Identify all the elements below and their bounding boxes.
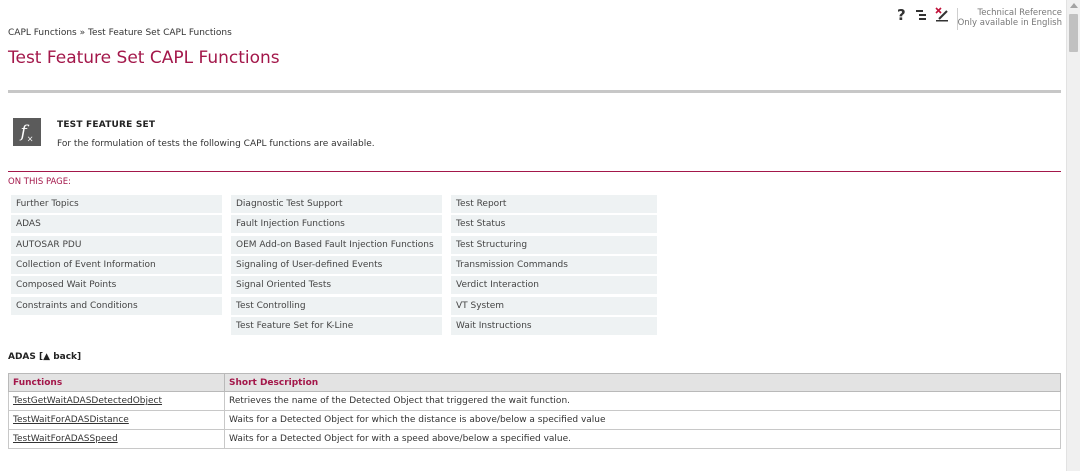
intro-divider	[8, 171, 1061, 172]
function-cell	[9, 411, 225, 430]
on-this-page-link[interactable]: Test Feature Set for K-Line	[231, 317, 442, 335]
on-this-page-link[interactable]: Composed Wait Points	[11, 276, 222, 294]
function-link[interactable]: TestWaitForADASDistance	[13, 415, 129, 425]
table-header-short-description: Short Description	[225, 374, 1061, 392]
table-row	[9, 411, 1061, 430]
on-this-page-link[interactable]: Test Report	[451, 195, 657, 213]
on-this-page-link[interactable]: Diagnostic Test Support	[231, 195, 442, 213]
description-cell: Waits for a Detected Object for with a speed above/below a specified value.	[225, 430, 1061, 449]
on-this-page-link[interactable]: Verdict Interaction	[451, 276, 657, 294]
on-this-page-link[interactable]: Test Controlling	[231, 297, 442, 315]
back-link[interactable]: [▲ back]	[39, 352, 82, 362]
on-this-page-link[interactable]: Fault Injection Functions	[231, 215, 442, 233]
page-title: Test Feature Set CAPL Functions	[8, 48, 280, 68]
intro-heading: TEST FEATURE SET	[57, 120, 156, 130]
title-divider	[8, 90, 1061, 93]
on-this-page-link[interactable]: AUTOSAR PDU	[11, 236, 222, 254]
fx-function-icon: $f_\times$	[13, 118, 41, 146]
on-this-page-link[interactable]: Test Status	[451, 215, 657, 233]
intro-text: For the formulation of tests the following CAPL functions are available.	[57, 139, 375, 149]
tree-icon[interactable]	[916, 8, 928, 25]
vertical-scrollbar[interactable]	[1066, 0, 1080, 471]
description-cell: Waits for a Detected Object for which the distance is above/below a specified value	[225, 411, 1061, 430]
breadcrumb-current: Test Feature Set CAPL Functions	[87, 28, 232, 38]
breadcrumb	[8, 28, 232, 38]
on-this-page-link[interactable]: Constraints and Conditions	[11, 297, 222, 315]
table-row	[9, 392, 1061, 411]
on-this-page-link[interactable]: Signaling of User-defined Events	[231, 256, 442, 274]
function-cell	[9, 430, 225, 449]
on-this-page-link[interactable]: Transmission Commands	[451, 256, 657, 274]
description-cell: Retrieves the name of the Detected Object that triggered the wait function.	[225, 392, 1061, 411]
on-this-page-link[interactable]: ADAS	[11, 215, 222, 233]
function-link[interactable]: TestWaitForADASSpeed	[13, 434, 118, 444]
on-this-page-link[interactable]: VT System	[451, 297, 657, 315]
table-header-row	[9, 374, 1061, 392]
on-this-page-link[interactable]: Wait Instructions	[451, 317, 657, 335]
breadcrumb-separator: »	[79, 28, 86, 38]
function-link[interactable]: TestGetWaitADASDetectedObject	[13, 396, 163, 406]
table-header-functions: Functions	[9, 374, 225, 392]
help-icon[interactable]: ?	[897, 6, 906, 24]
functions-table	[8, 373, 1061, 449]
section-title: ADAS	[8, 352, 36, 362]
on-this-page-link[interactable]: Signal Oriented Tests	[231, 276, 442, 294]
breadcrumb-root-link[interactable]: CAPL Functions	[8, 28, 77, 38]
scroll-up-arrow-icon[interactable]	[1070, 3, 1078, 8]
on-this-page-link[interactable]: Collection of Event Information	[11, 256, 222, 274]
language-note: Only available in English	[957, 18, 1062, 28]
on-this-page-link[interactable]: Further Topics	[11, 195, 222, 213]
technical-reference-note	[958, 8, 1062, 28]
scroll-thumb[interactable]	[1069, 14, 1078, 52]
on-this-page-link[interactable]: Test Structuring	[451, 236, 657, 254]
technical-reference-label: Technical Reference	[977, 8, 1062, 18]
close-edit-icon[interactable]	[934, 6, 950, 26]
on-this-page-label: ON THIS PAGE:	[8, 177, 72, 187]
section-heading-adas	[8, 352, 81, 362]
on-this-page-link[interactable]: OEM Add-on Based Fault Injection Functions	[231, 236, 442, 254]
table-row	[9, 430, 1061, 449]
function-cell	[9, 392, 225, 411]
